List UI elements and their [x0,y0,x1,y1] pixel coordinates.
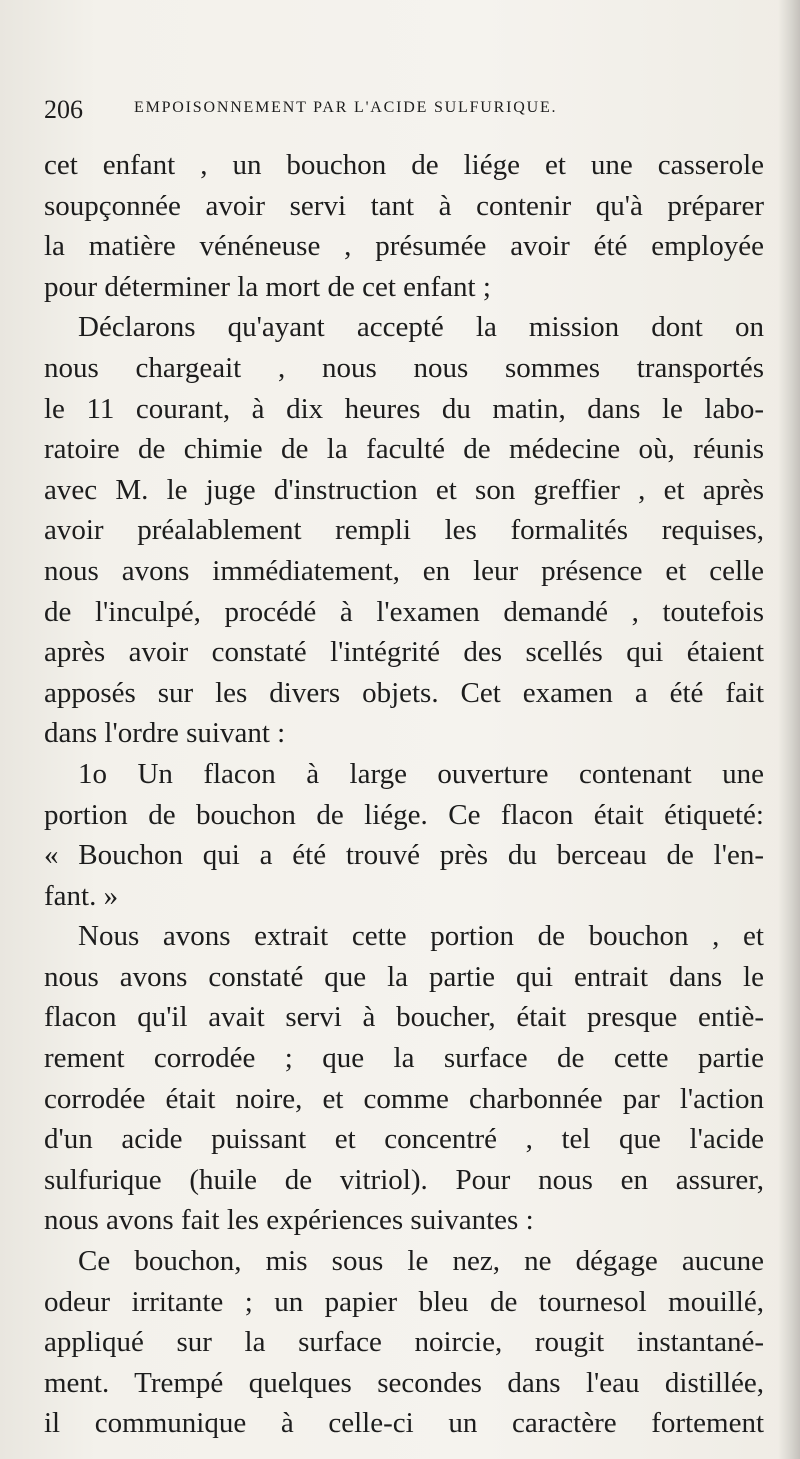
text-line: nous avons fait les expériences suivantes : [44,1204,534,1237]
text-line: ratoire de chimie de la faculté de médecine où, réunis [44,433,764,466]
text-line: d'un acide puissant et concentré , tel que l'acide [44,1123,764,1156]
text-line: nous avons constaté que la partie qui entrait dans le [44,960,764,993]
text-line: cet enfant , un bouchon de liége et une casserole [44,149,764,181]
text-line: pour déterminer la mort de cet enfant ; [44,270,491,303]
text-line: il communique à celle-ci un caractère fortement [44,1407,764,1440]
running-head: EMPOISONNEMENT PAR L'ACIDE SULFURIQUE. [134,99,558,116]
text-line: odeur irritante ; un papier bleu de tournesol mouillé, [44,1285,764,1318]
text-line: portion de bouchon de liége. Ce flacon était étiqueté: [44,798,764,831]
text-line: nous avons immédiatement, en leur présence et celle [44,554,764,587]
text-line: soupçonnée avoir servi tant à contenir qu'à préparer [44,189,764,222]
body-text [44,145,764,1444]
text-line: Ce bouchon, mis sous le nez, ne dégage aucune [78,1245,764,1278]
text-line: appliqué sur la surface noircie, rougit instantané- [44,1326,764,1359]
text-line: apposés sur les divers objets. Cet examen a été fait [44,676,764,709]
text-line: 1o Un flacon à large ouverture contenant une [78,757,764,790]
text-line: après avoir constaté l'intégrité des scellés qui étaient [44,636,764,669]
text-line: fant. » [44,879,119,912]
text-line: de l'inculpé, procédé à l'examen demandé , toutefois [44,595,764,628]
text-line: ment. Trempé quelques secondes dans l'eau distillée, [44,1366,764,1399]
text-line: flacon qu'il avait servi à boucher, était presque entiè- [44,1001,764,1034]
text-line: nous chargeait , nous nous sommes transportés [44,351,764,384]
text-line: Nous avons extrait cette portion de bouchon , et [78,920,764,953]
text-line: sulfurique (huile de vitriol). Pour nous en assurer, [44,1163,764,1196]
page-number: 206 [44,95,83,124]
text-line: avoir préalablement rempli les formalités requises, [44,514,764,547]
text-line: « Bouchon qui a été trouvé près du berceau de l'en- [44,839,764,872]
text-line: la matière vénéneuse , présumée avoir été employée [44,230,764,263]
text-line: rement corrodée ; que la surface de cette partie [44,1042,764,1075]
text-line: avec M. le juge d'instruction et son greffier , et après [44,473,764,506]
text-line: Déclarons qu'ayant accepté la mission dont on [78,311,764,344]
text-line: le 11 courant, à dix heures du matin, dans le labo- [44,392,764,425]
page-header [44,95,764,135]
page-binding-shadow [778,0,800,1459]
text-line: corrodée était noire, et comme charbonnée par l'action [44,1082,764,1115]
text-line: dans l'ordre suivant : [44,717,286,750]
